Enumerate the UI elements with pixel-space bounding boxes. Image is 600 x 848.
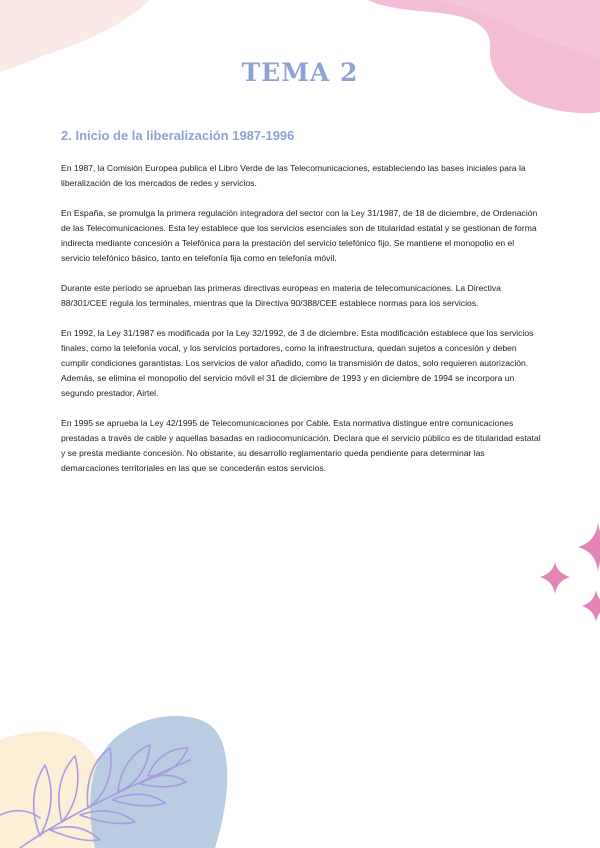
paragraph-directivas-europeas: Durante este período se aprueban las primeras directivas europeas en materia de telecomunicaciones. La Directiva 88/301/CEE regula los terminales, mientras que la Directiva 90/388/CEE establece normas para los servicios. xyxy=(61,283,501,308)
section-heading: 2. Inicio de la liberalización 1987-1996 xyxy=(61,128,295,143)
blue-blob-bottom xyxy=(90,716,227,848)
document-body xyxy=(61,161,541,491)
sparkle-small-icon xyxy=(582,590,600,622)
sparkle-large-icon xyxy=(578,522,600,572)
paragraph-ley-32-1992: En 1992, la Ley 31/1987 es modificada por la Ley 32/1992, de 3 de diciembre. Esta modificación establece que los servicios finales, como la telefonía vocal, y los servicios portadores, como la infraestructura, quedan sujetos a concesión y deben cumplir condiciones garantistas. Los servicios de valor añadido, como la transmisión de datos, solo requieren autorización. Además, se elimina el monopolio del servicio móvil el 31 de diciembre de 1993 y en diciembre de 1994 se incorpora un segundo prestador, Airtel. xyxy=(61,328,534,398)
paragraph-ley-42-1995: En 1995 se aprueba la Ley 42/1995 de Telecomunicaciones por Cable. Esta normativa distingue entre comunicaciones prestadas a través de cable y aquellas basadas en radiocomunicación. Declara que el servicio público es de titularidad estatal y se presta mediante concesión. No obstante, su desarrollo reglamentario queda pendiente para determinar las demarcaciones territoriales en las que se concederán estos servicios. xyxy=(61,418,541,473)
page-title: TEMA 2 xyxy=(241,58,359,87)
sparkle-icons xyxy=(540,522,600,622)
paragraph-ley-31-1987: En España, se promulga la primera regulación integradora del sector con la Ley 31/1987, de 18 de diciembre, de Ordenación de las Telecomunicaciones. Esta ley establece que los servicios esenciales son de titularidad estatal y se gestionan de forma indirecta mediante concesión a Telefónica para la prestación del servicio telefónico fijo. Se mantiene el monopolio en el servicio telefónico básico, tanto en telefonía fija como en telefonía móvil. xyxy=(61,208,538,263)
sparkle-medium-icon xyxy=(540,562,570,594)
paragraph-libro-verde: En 1987, la Comisión Europea publica el Libro Verde de las Telecomunicaciones, estableciendo las bases iniciales para la liberalización de los mercados de redes y servicios. xyxy=(61,163,526,188)
